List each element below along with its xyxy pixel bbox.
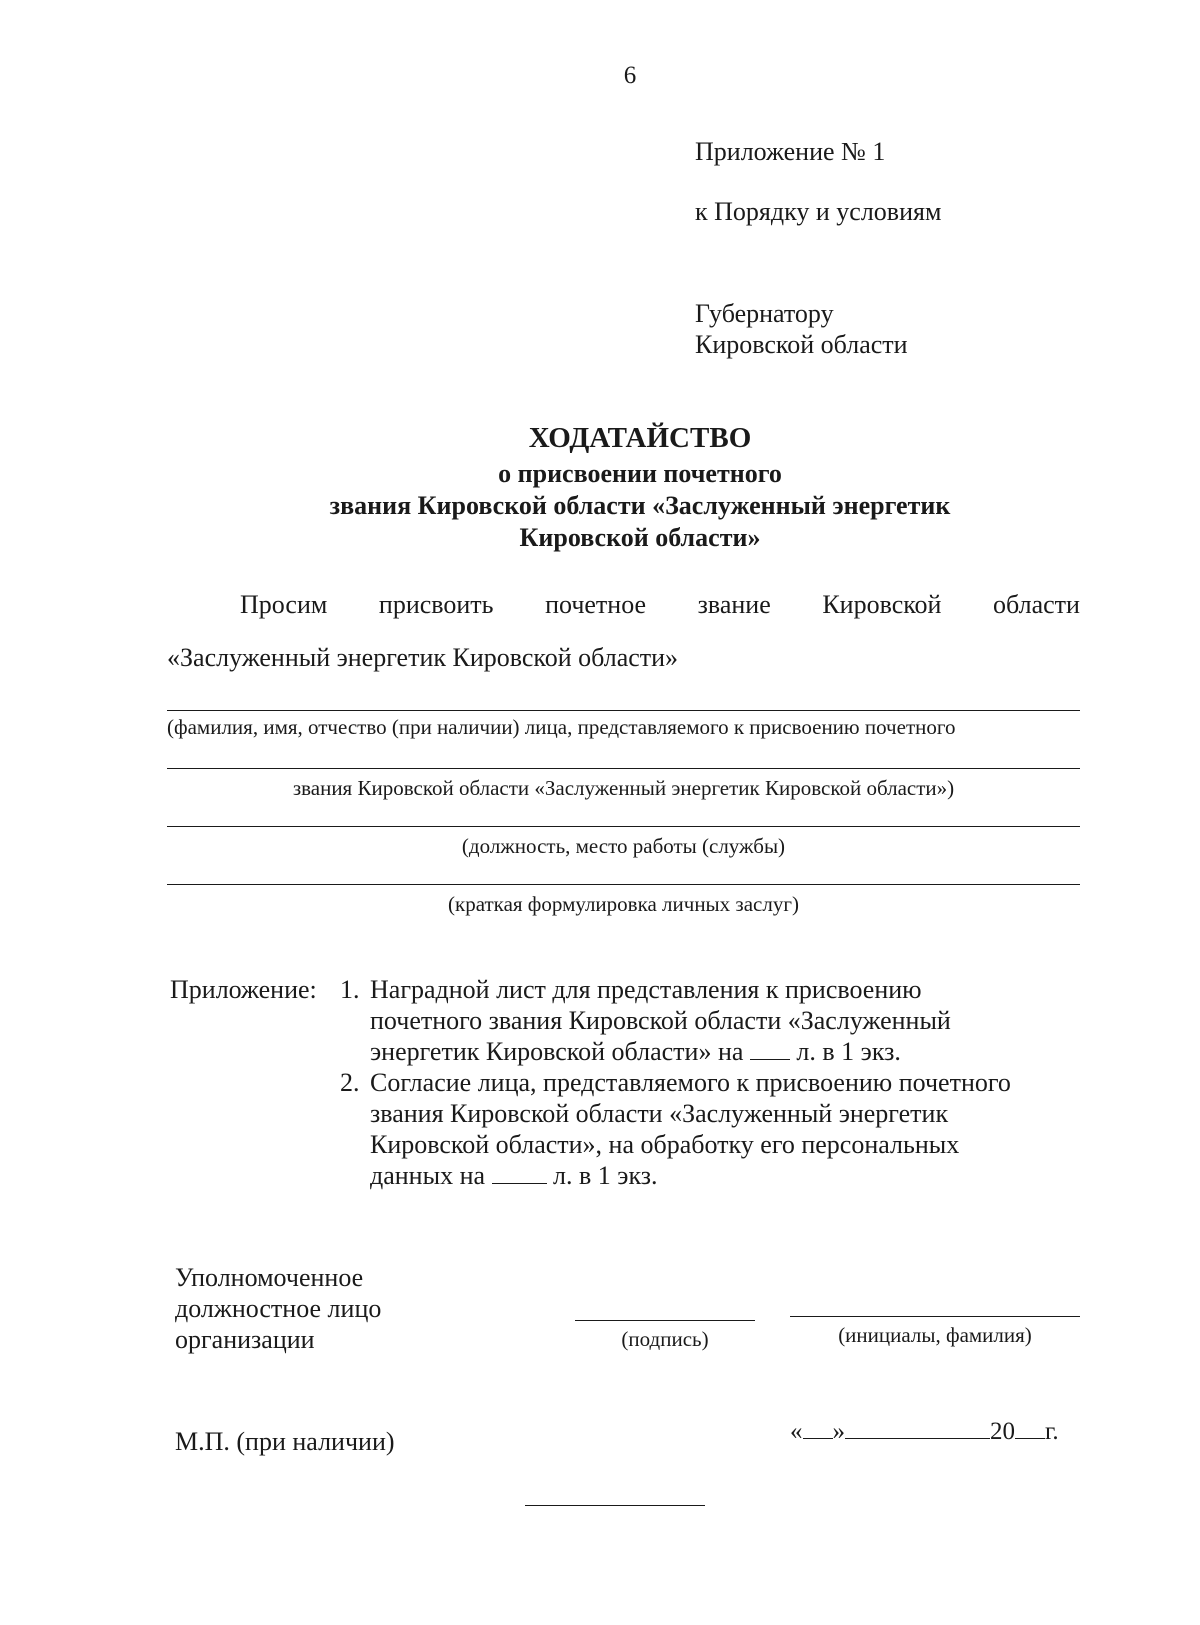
year-suffix: г. [1045,1418,1059,1445]
request-word: Кировской [822,590,942,619]
appendix-title: Приложение № 1 [695,137,886,166]
attachment-line [370,1160,1011,1191]
attachment-line-text: энергетик Кировской области» на [370,1037,744,1066]
attachment-line-text: данных на [370,1161,486,1190]
position-field-caption: (должность, место работы (службы) [461,834,786,858]
title-name-caption: звания Кировской области «Заслуженный энергетик Кировской области») [292,776,955,800]
request-text-line: «Заслуженный энергетик Кировской области» [167,643,679,672]
sheet-count-blank[interactable] [750,1037,790,1060]
attachment-line-text: л. в 1 экз. [553,1161,658,1190]
attachment-number: 2. [340,1068,360,1097]
name-field-line-continued[interactable] [167,768,1080,769]
signatory-line: организации [175,1325,315,1354]
document-title-line: о присвоении почетного [498,459,782,488]
attachments-label: Приложение: [170,975,317,1004]
attachment-number: 1. [340,975,360,1004]
year-blank[interactable] [1015,1416,1045,1439]
attachment-line: Наградной лист для представления к присвоению [370,975,922,1004]
footer-separator [525,1505,705,1506]
attachment-line-text: л. в 1 экз. [796,1037,901,1066]
signature-caption: (подпись) [621,1327,709,1351]
request-word: Просим [240,590,328,619]
merits-field-line[interactable] [167,884,1080,885]
date-quote: » [832,1418,845,1445]
request-word: присвоить [378,590,494,619]
request-word: звание [697,590,771,619]
attachment-line: звания Кировской области «Заслуженный энергетик [370,1099,949,1128]
name-initials-line[interactable] [790,1316,1080,1317]
attachment-line: Кировской области», на обработку его персональных [370,1130,960,1159]
position-field-line[interactable] [167,826,1080,827]
attachment-line [370,1036,951,1067]
date-quote: « [790,1418,803,1445]
sheet-count-blank[interactable] [492,1161,547,1184]
page-number: 6 [623,62,637,89]
day-blank[interactable] [803,1416,833,1439]
signatory-line: Уполномоченное [175,1263,364,1292]
name-field-caption: (фамилия, имя, отчество (при наличии) лица, представляемого к присвоению почетного [167,715,956,739]
request-text-line [240,590,1080,620]
document-title-line: Кировской области» [519,523,761,552]
name-initials-caption: (инициалы, фамилия) [838,1323,1032,1347]
addressee-block [695,298,908,360]
merits-field-caption: (краткая формулировка личных заслуг) [448,892,799,916]
request-word: почетное [545,590,647,619]
document-title: ХОДАТАЙСТВО [528,422,752,454]
addressee-line: Кировской области [695,330,908,359]
date-field [790,1416,1059,1446]
addressee-line: Губернатору [695,299,834,328]
name-field-line[interactable] [167,710,1080,711]
attachment-item [370,974,951,1067]
seal-label: М.П. (при наличии) [175,1427,395,1456]
signatory-line: должностное лицо [175,1294,382,1323]
request-word: области [993,590,1080,619]
document-title-line: звания Кировской области «Заслуженный энергетик [329,491,951,520]
signature-line[interactable] [575,1320,755,1321]
attachment-item [370,1067,1011,1191]
signatory-block [175,1262,381,1355]
appendix-subtitle: к Порядку и условиям [695,197,942,226]
attachment-line: Согласие лица, представляемого к присвоению почетного [370,1068,1011,1097]
year-prefix: 20 [990,1418,1015,1445]
attachment-line: почетного звания Кировской области «Заслуженный [370,1006,951,1035]
month-blank[interactable] [845,1416,990,1439]
